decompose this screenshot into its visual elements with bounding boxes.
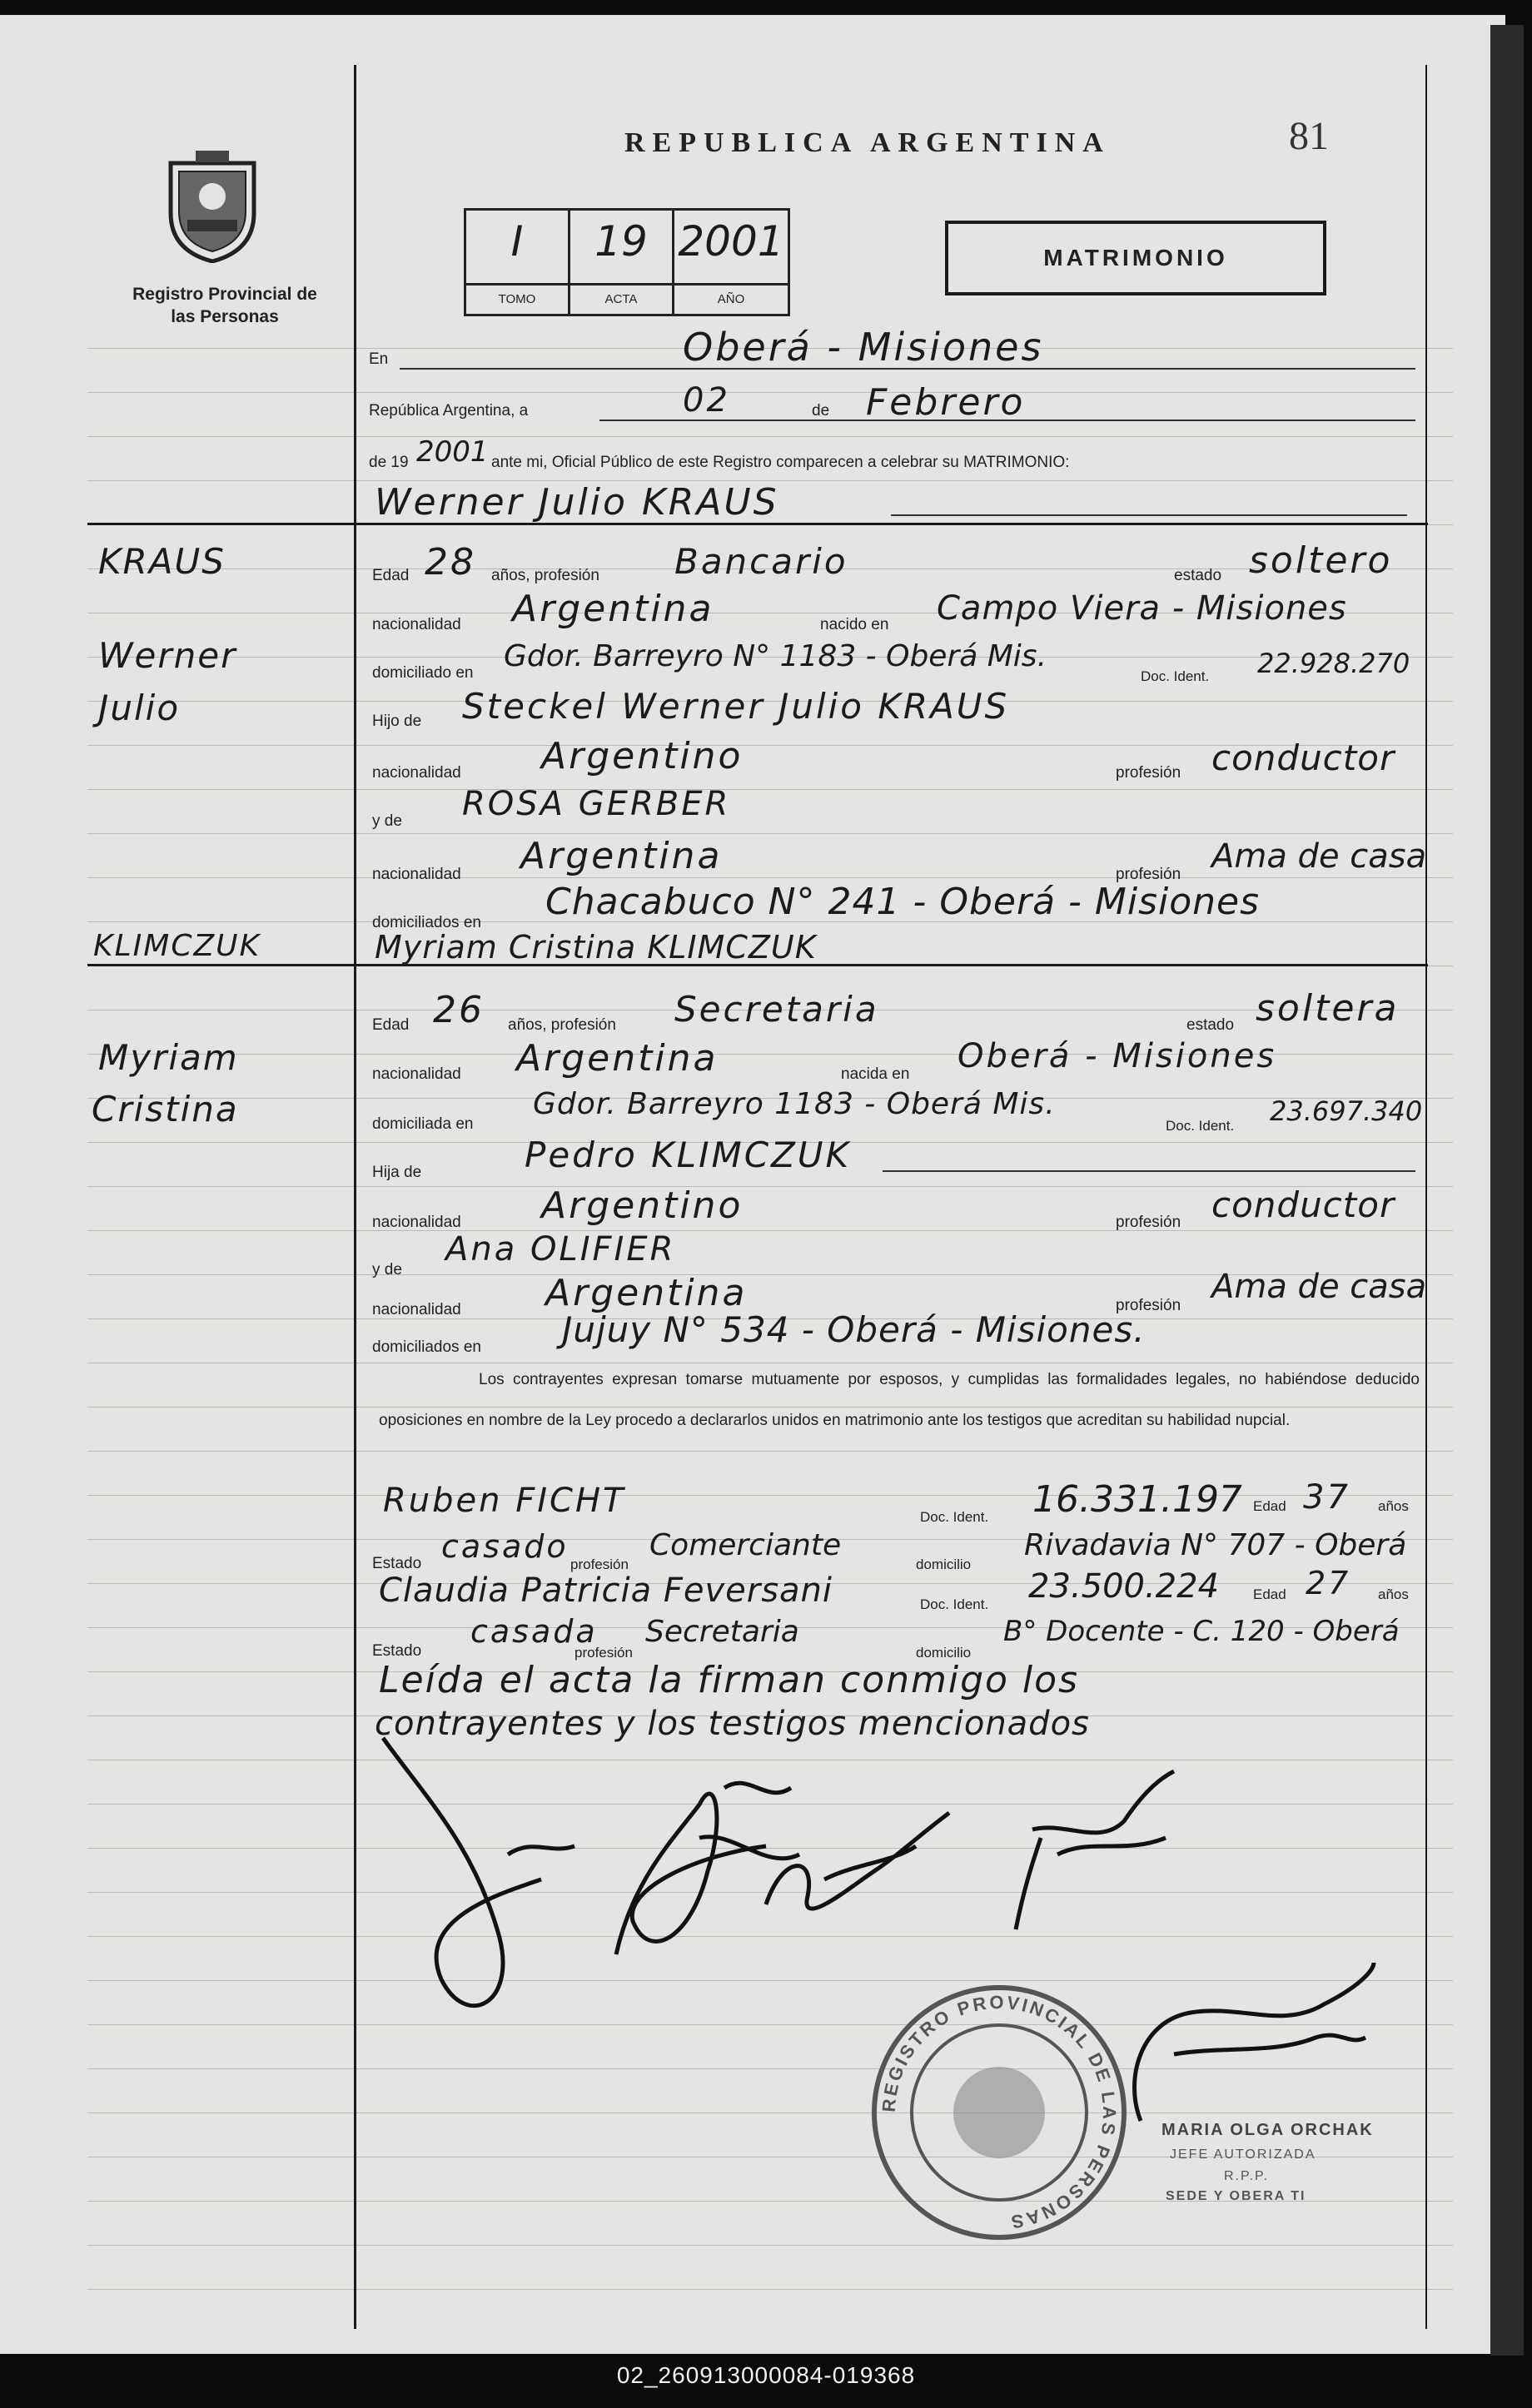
tomo-label: TOMO	[466, 283, 568, 314]
label-edad: Edad	[1253, 1586, 1286, 1602]
label-hija-de: Hija de	[372, 1164, 422, 1181]
margin-divider	[354, 65, 356, 2329]
label-domicilio: domicilio	[916, 1645, 972, 1661]
label-doc-ident: Doc. Ident.	[920, 1596, 989, 1612]
ruled-line	[87, 1230, 1453, 1231]
label-anos: años	[1378, 1498, 1409, 1514]
witness-2-name: Claudia Patricia Feversani	[379, 1571, 833, 1610]
bride-age: 26	[433, 989, 485, 1031]
label-estado: Estado	[372, 1555, 422, 1572]
bride-mother-nationality: Argentina	[545, 1272, 748, 1314]
margin-groom-given-1: Werner	[98, 635, 237, 676]
acta-value: 19	[594, 217, 648, 266]
label-profesion: profesión	[570, 1557, 629, 1572]
label-nacido-en: nacido en	[820, 616, 889, 633]
ano-cell	[674, 211, 788, 314]
ruled-line	[87, 1495, 1453, 1496]
label-nacionalidad: nacionalidad	[372, 1301, 461, 1318]
fill-line	[891, 514, 1407, 516]
witness-2-address: B° Docente - C. 120 - Oberá	[1003, 1615, 1400, 1648]
ruled-line	[87, 1451, 1453, 1452]
label-edad: Edad	[372, 567, 410, 584]
groom-status: soltero	[1249, 539, 1393, 582]
ano-value: 2001	[678, 217, 784, 266]
groom-mother: ROSA GERBER	[462, 785, 731, 823]
ruled-line	[87, 833, 1453, 834]
ruled-line	[87, 2245, 1453, 2246]
place-value: Oberá - Misiones	[683, 325, 1044, 370]
label-en: En	[369, 350, 389, 368]
groom-mother-nationality: Argentina	[520, 835, 723, 877]
ruled-line	[87, 436, 1453, 437]
registry-seal-icon	[162, 146, 262, 263]
month-value: Febrero	[866, 381, 1026, 424]
label-doc-ident: Doc. Ident.	[920, 1509, 989, 1525]
officer-name: MARIA OLGA ORCHAK	[1161, 2121, 1374, 2139]
label-ante: ante mi, Oficial Público de este Registro comparecen a celebrar su MATRIMONIO:	[491, 454, 1070, 471]
ruled-line	[87, 2289, 1453, 2290]
declaration-text: Los contrayentes expresan tomarse mutuamente por esposos, y cumplidas las formalidades legales, no habiéndose deducido oposiciones en nombre de la Ley procedo a declararlos unidos en matrimonio ante los testigos que acreditan su habilidad nupcial.	[379, 1371, 1420, 1429]
signature-witness-2	[749, 1780, 966, 1946]
label-estado: estado	[1174, 567, 1222, 584]
label-domiciliada-en: domiciliada en	[372, 1115, 474, 1133]
bride-profession: Secretaria	[674, 989, 879, 1030]
witness-2-doc: 23.500.224	[1028, 1567, 1220, 1606]
witness-1-status: casado	[441, 1528, 569, 1565]
image-id-footer: 02_260913000084-019368	[616, 2362, 916, 2388]
bride-birthplace: Oberá - Misiones	[958, 1037, 1277, 1075]
country-title: REPUBLICA ARGENTINA	[624, 127, 1111, 158]
bride-nationality: Argentina	[516, 1037, 719, 1080]
witness-1-doc: 16.331.197	[1032, 1478, 1242, 1521]
groom-father: Steckel Werner Julio KRAUS	[462, 686, 1010, 727]
groom-parents-address: Chacabuco N° 241 - Oberá - Misiones	[545, 881, 1261, 923]
label-edad: Edad	[372, 1016, 410, 1034]
act-number-box	[464, 208, 790, 316]
label-nacionalidad: nacionalidad	[372, 866, 461, 883]
act-type-box: MATRIMONIO	[945, 221, 1326, 295]
label-profesion: profesión	[1116, 764, 1181, 782]
officer-title: JEFE AUTORIZADA	[1170, 2147, 1316, 2162]
closing-line-1: Leída el acta la firman conmigo los	[379, 1659, 1079, 1701]
label-y-de: y de	[372, 812, 402, 830]
signature-groom	[375, 1730, 591, 2029]
margin-bride-surname: KLIMCZUK	[93, 929, 261, 963]
label-nacionalidad: nacionalidad	[372, 1065, 461, 1083]
bride-address: Gdor. Barreyro 1183 - Oberá Mis.	[533, 1087, 1056, 1121]
officer-office: SEDE Y OBERA TI	[1166, 2189, 1306, 2203]
signature-officer	[1107, 1954, 1382, 2146]
groom-doc: 22.928.270	[1257, 648, 1410, 679]
label-profesion: profesión	[574, 1645, 633, 1661]
officer-dept: R.P.P.	[1224, 2169, 1270, 2183]
label-domicilio: domicilio	[916, 1557, 972, 1572]
label-republica: República Argentina, a	[369, 402, 529, 420]
label-hijo-de: Hijo de	[372, 712, 422, 730]
acta-label: ACTA	[570, 283, 672, 314]
bride-father-profession: conductor	[1211, 1184, 1395, 1225]
bride-mother-profession: Ama de casa	[1211, 1268, 1427, 1306]
groom-birthplace: Campo Viera - Misiones	[937, 589, 1347, 628]
bride-full-name: Myriam Cristina KLIMCZUK	[375, 929, 817, 966]
tomo-cell	[466, 211, 570, 314]
witness-1-name: Ruben FICHT	[383, 1482, 626, 1520]
label-estado: Estado	[372, 1642, 422, 1660]
margin-bride-given-1: Myriam	[98, 1037, 239, 1078]
book-spine	[1490, 25, 1524, 2356]
folio-number: 81	[1289, 114, 1329, 158]
ruled-line	[87, 877, 1453, 878]
label-nacionalidad: nacionalidad	[372, 616, 461, 633]
year-value: 2001	[416, 435, 489, 469]
label-anos: años	[1378, 1586, 1409, 1602]
groom-address: Gdor. Barreyro N° 1183 - Oberá Mis.	[504, 639, 1047, 673]
label-estado: estado	[1186, 1016, 1235, 1034]
label-profesion: profesión	[1116, 1297, 1181, 1314]
label-domiciliados-en: domiciliados en	[372, 914, 481, 931]
official-stamp-icon	[866, 1979, 1132, 2246]
label-nacida-en: nacida en	[841, 1065, 910, 1083]
label-anos-profesion: años, profesión	[508, 1016, 616, 1034]
margin-groom-given-2: Julio	[98, 688, 181, 728]
bride-status: soltera	[1256, 987, 1400, 1030]
witness-2-age: 27	[1306, 1565, 1351, 1601]
ruled-line	[87, 789, 1453, 790]
groom-father-nationality: Argentino	[541, 735, 744, 777]
witness-1-address: Rivadavia N° 707 - Oberá	[1024, 1528, 1407, 1562]
ano-label: AÑO	[674, 283, 788, 314]
bride-mother: Ana OLIFIER	[445, 1230, 676, 1269]
label-nacionalidad: nacionalidad	[372, 764, 461, 782]
label-doc-ident: Doc. Ident.	[1166, 1118, 1235, 1134]
bride-parents-address: Jujuy N° 534 - Oberá - Misiones.	[562, 1309, 1146, 1350]
label-profesion: profesión	[1116, 1214, 1181, 1231]
acta-cell	[570, 211, 674, 314]
label-domiciliados-en: domiciliados en	[372, 1338, 481, 1356]
margin-bride-given-2: Cristina	[92, 1089, 239, 1130]
label-profesion: profesión	[1116, 866, 1181, 883]
bride-father: Pedro KLIMCZUK	[525, 1134, 852, 1175]
groom-mother-profession: Ama de casa	[1211, 837, 1427, 876]
label-nacionalidad: nacionalidad	[372, 1214, 461, 1231]
label-anos-profesion: años, profesión	[491, 567, 599, 584]
label-edad: Edad	[1253, 1498, 1286, 1514]
label-y-de: y de	[372, 1261, 402, 1278]
signature-witness-1	[999, 1763, 1191, 1938]
label-de: de	[812, 402, 830, 420]
right-border	[1425, 65, 1427, 2329]
tomo-value: I	[510, 217, 524, 266]
groom-nationality: Argentina	[512, 588, 714, 630]
label-doc-ident: Doc. Ident.	[1141, 668, 1210, 684]
witness-1-age: 37	[1303, 1478, 1350, 1517]
groom-profession: Bancario	[674, 541, 848, 582]
witness-1-profession: Comerciante	[649, 1528, 842, 1562]
label-domiciliado-en: domiciliado en	[372, 664, 474, 682]
witness-2-profession: Secretaria	[645, 1615, 799, 1649]
groom-full-name: Werner Julio KRAUS	[375, 481, 779, 524]
label-year-prefix: de 19	[369, 454, 409, 471]
closing-line-2: contrayentes y los testigos mencionados	[375, 1705, 1090, 1743]
fill-line	[883, 1170, 1415, 1172]
groom-age: 28	[425, 541, 476, 583]
certificate-page	[0, 15, 1505, 2354]
bride-doc: 23.697.340	[1270, 1095, 1423, 1127]
day-value: 02	[683, 381, 730, 420]
margin-groom-surname: KRAUS	[98, 541, 226, 582]
stamp-ring-text: REGISTRO PROVINCIAL DE LAS PERSONAS	[878, 1991, 1121, 2233]
bride-father-nationality: Argentino	[541, 1184, 744, 1227]
ruled-line	[87, 392, 1453, 393]
witness-2-status: casada	[470, 1613, 598, 1650]
groom-father-profession: conductor	[1211, 737, 1395, 778]
registry-name: Registro Provincial de las Personas	[132, 285, 317, 326]
